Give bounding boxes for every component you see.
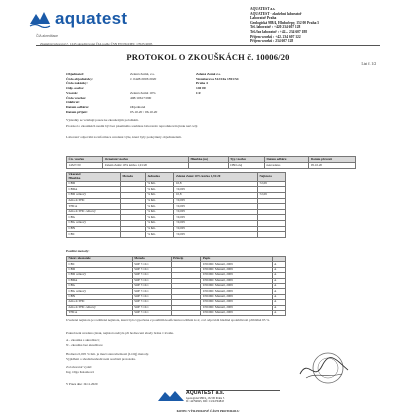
table-header-cell: Princip [171,257,201,262]
note-client-info: Laboratoř odpovídá za informace uvedené výše, které byly poskytnuty objednatelem. [66,135,182,139]
table-cell: 05.10.20 [309,163,356,169]
table-cell: SOP 7.10.1 [132,283,171,288]
results-table [66,172,286,238]
info-label: Objednatel: [66,72,84,76]
methods-heading: Použité metody: [66,249,90,253]
table-cell: UNODC Manuál, 2009 [201,294,272,299]
footer-end-note: KONEC VÝSLEDKOVÉ ČÁSTI PROTOKOLU [176,409,240,413]
accreditation-text: ČIA akreditace [36,34,59,38]
table-cell: CBG celkový [67,289,133,294]
table-cell [120,232,145,238]
table-cell: A [272,283,285,288]
table-cell: CBD celkový [67,193,121,199]
lab-address [250,7,400,44]
table-cell: A [272,289,285,294]
table-cell: SOP 7.10.1 [132,300,171,305]
table-header-cell: Popis [201,257,272,262]
table-cell: 10,8 [174,193,258,199]
table-cell: UNODC Manuál, 2009 [201,262,272,267]
table-cell: <0,005 [174,226,258,232]
table-cell: UNODC Manuál, 2009 [201,278,272,283]
table-cell: CBC [67,232,121,238]
table-header-cell: Název ukazatele [67,257,133,262]
table-cell: CBD [67,181,121,187]
table-cell: THCA [67,204,121,210]
info-label: Odp. osoba: [66,86,85,91]
table-cell: CBC [67,262,133,267]
table-cell: SOP 7.10.1 [132,289,171,294]
table-header-cell: Metoda [132,257,171,262]
table-cell: SOP 7.10.1 [132,305,171,310]
issued-by-label: Za laboratoř vydal: [66,365,92,369]
note-loq: Hodnota 0,005 % hm. je mezí stanovitelnosti (LOQ) metody. [66,352,149,356]
table-cell: UNODC Manuál, 2009 [201,310,272,315]
table-header-cell: Čís. vzorku [67,157,103,163]
table-cell: THCA [67,310,133,315]
footer-address [186,397,296,404]
table-row [67,163,356,169]
info-value: Objednatel [130,104,146,109]
table-cell: SOP 7.10.1 [132,294,171,299]
accreditation-mark [36,34,76,42]
client-line: 140 00 [196,86,206,91]
note-conformity: Pokud není uvedeno jinak, nejistota nebyla při hodnocení shody brána v úvahu. [66,331,174,335]
lab-address-line: Laboratoř Praha [250,16,277,21]
lab-address-line: Tel. laboratoř : +420 234 607 128 [250,25,301,30]
footer-logo-icon [156,389,186,403]
table-cell: CBG celkový [67,220,121,226]
table-cell: <0,005 [174,204,258,210]
table-cell: <0,005 [174,215,258,221]
page-number: List č. 1/2 [361,62,376,66]
table-cell: CBD [67,267,133,272]
info-label: Číslo objednávky: [66,76,94,81]
table-cell: % hm. [145,232,174,238]
table-cell [188,163,228,169]
lab-address-line: AQUATEST a.s. [250,7,276,11]
table-cell: CBDA [67,187,121,193]
sample-table [66,156,356,169]
info-value: 408/10617/000 [130,95,152,100]
table-cell: SOP 7.10.1 [132,310,171,315]
legend-accredited: A - zkouška s akreditací; [66,338,100,342]
table-cell: % hm. [145,193,174,199]
table-cell: CBDA [67,278,133,283]
table-row [67,232,286,238]
table-cell: UNODC Manuál, 2009 [201,289,272,294]
note-statement: Vyjádření o shodě/neshodě není součástí protokolu. [66,357,136,361]
table-cell: <0,005 [174,198,258,204]
table-cell: delta-9-THC [67,198,121,204]
info-value: 05.10.20 / 06.10.20 [130,109,158,114]
aquatest-logo-icon [28,10,52,28]
table-cell: neuvedeno [265,163,309,169]
table-cell: ±2,09 [257,181,285,187]
table-cell: delta-9-THC celkový [67,305,133,310]
info-row [66,110,366,115]
header-note: Zkušební laboratoř č. 1245 akreditovaná ČIA podle ČSN EN ISO/IEC 17025:2005 [40,42,153,46]
table-header-cell: Nejistota [257,173,285,182]
info-label: Datum odběru: [66,104,90,109]
table-cell: % hm. [145,226,174,232]
lab-address-line: Příjem vzorků : 234 607 128 [250,39,294,44]
table-cell: A [272,305,285,310]
table-header-cell: Jednotka [145,173,174,182]
table-header-cell: Datum odběru [265,157,309,163]
client-line: Zelená Země z.s. [196,72,221,76]
page-title: PROTOKOL O ZKOUŠKÁCH č. 10006/20 [126,52,290,62]
info-value: č. 0428/2003/2020 [130,76,157,81]
issue-date: V Praze dne: 19.11.2020 [66,382,98,386]
footer-logo [156,389,186,403]
table-cell: A [272,300,285,305]
table-cell: UNODC Manuál, 2009 [201,267,272,272]
table-cell: % hm. [145,215,174,221]
client-line: Wenzlarova 512/10a 1591/54 [196,76,239,81]
issuer-name: Ing. Olga Ksiazková [66,370,94,374]
table-header-cell: Označení vzorku [103,157,189,163]
lab-stamp [296,348,354,388]
table-cell: % hm. [145,220,174,226]
note-results-scope: Výsledky se vztahují pouze ke zkoušeným položkám. [66,118,139,122]
table-header-cell: Typ vzorku [228,157,264,163]
logo-text: aquatest [55,9,128,28]
footer-company: AQUATEST a.s. [186,390,225,396]
info-label: Odebral: [66,100,80,105]
legend-non-accredited: N - zkouška bez akreditace [66,343,103,347]
table-cell: CBD celkový [67,273,133,278]
table-cell: SOP 7.10.1 [132,273,171,278]
client-line: CZ [196,90,201,95]
table-cell: <0,005 [174,220,258,226]
table-cell: SOP 7.10.1 [132,267,171,272]
lab-address-line: AQUATEST - zkušební laboratoř [250,11,302,16]
client-line: Praha 4 [196,81,208,86]
table-cell: CBD olej [228,163,264,169]
footer-address-line: IČ: 44794843, DIČ: CZ44794843 [186,400,224,404]
table-cell: % hm. [145,204,174,210]
table-header-cell: Metoda [120,173,145,182]
table-cell: 10,8 [174,181,258,187]
client-address [196,72,316,96]
info-value: Zelená Země, z.s. [130,72,155,76]
table-cell: A [272,267,285,272]
note-uncertainty: Uvedená nejistota je rozšířená nejistota, která byla vypočtena z použitím koeficientu rozšíření k=2, což odpovídá hladině spolehlivosti přibližně 95 %. [66,318,270,322]
table-cell: UNODC Manuál, 2009 [201,273,272,278]
table-cell: UNODC Manuál, 2009 [201,283,272,288]
table-header-row [67,173,286,182]
info-label: Datum přijetí: [66,109,88,114]
note-reproduction: Protokol o zkouškách nesmí být bez písemného souhlasu laboratoře reprodukován jinak než celý. [66,124,199,128]
table-cell: A [272,310,285,315]
info-label: Číslo zakázky: [66,81,88,86]
table-cell: A [272,262,285,267]
table-cell: CBN [67,294,133,299]
info-value: Zelená Země 10% [130,90,156,95]
lab-address-line: Geologická 988/4, Hlubočepy, 152 00 Praha 5 [250,20,320,25]
lab-address-line: Příjem vzorků : +42. 234 607 122 [250,34,301,39]
info-label: Vzorek: [66,90,78,95]
stamp-signature-icon [296,348,354,388]
table-cell: delta-9-THC [67,300,133,305]
table-cell: SOP 7.10.1 [132,262,171,267]
table-cell: % hm. [145,209,174,215]
table-cell: ±2,09 [257,193,285,199]
table-row [67,310,286,315]
table-cell: Zelená Země 10% kávka 1,91/20 [103,163,189,169]
table-cell: SOP 7.10.1 [132,278,171,283]
header-label: Ukazatel [68,172,81,176]
company-logo [28,8,188,30]
table-cell: A [272,294,285,299]
footer-address-line: Geologická 988/4, 152 00 Praha 5 [186,397,225,400]
table-cell: CBG [67,283,133,288]
table-cell: UNODC Manuál, 2009 [201,300,272,305]
table-cell: <0,005 [174,209,258,215]
table-cell [257,232,285,238]
table-cell: % hm. [145,198,174,204]
table-cell: UNODC Manuál, 2009 [201,305,272,310]
table-header-cell: Datum převzetí [309,157,356,163]
header-sublabel: Hloubka [68,175,81,180]
table-cell: % hm. [145,187,174,193]
table-cell [171,310,201,315]
table-cell: <0,005 [174,232,258,238]
table-cell: A [272,273,285,278]
table-header-cell [67,173,121,182]
methods-table [66,256,286,316]
table-cell: CBN [67,226,121,232]
table-cell: <0,005 [174,187,258,193]
table-cell: A [272,278,285,283]
table-cell: delta-9-THC celkový [67,209,121,215]
table-header-cell: Hloubka (m) [188,157,228,163]
info-label: Číslo vzorku: [66,95,87,100]
table-cell: % hm. [145,181,174,187]
lab-address-line: Tel./fax laboratoř : +42... 234 607 188 [250,29,308,34]
table-cell: 14327/20 [67,163,103,169]
table-cell: CBG [67,215,121,221]
table-header-cell: Zelená Země 10% kávka 1,91/20 [174,173,258,182]
